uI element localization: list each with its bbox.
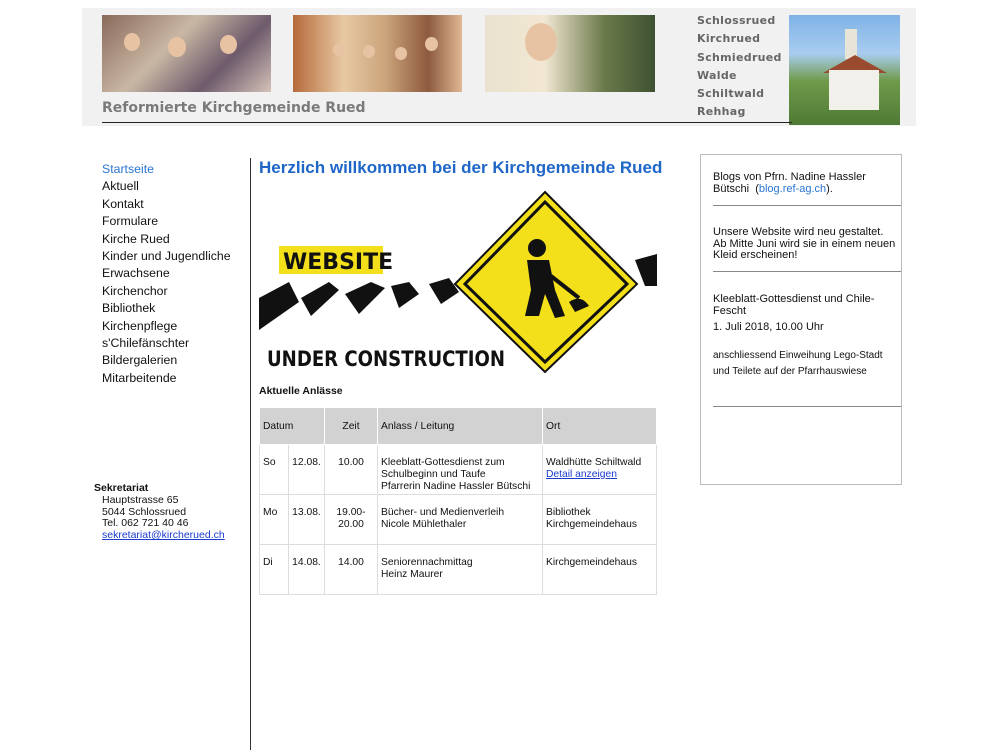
nav-item-erwachsene[interactable]: Erwachsene <box>102 266 170 281</box>
event-day: Mo <box>260 495 289 545</box>
place-name: Walde <box>697 68 737 82</box>
event-leader: Pfarrerin Nadine Hassler Bütschi <box>381 481 531 492</box>
children-play-photo <box>293 15 462 92</box>
event-description <box>378 495 543 545</box>
secretariat-phone: Tel. 062 721 40 46 <box>102 517 189 530</box>
blog-notice: Blogs von Pfrn. Nadine Hassler Bütschi (blog.ref-ag.ch). <box>713 171 866 195</box>
page-title: Herzlich willkommen bei der Kirchgemeinde Rued <box>259 158 663 177</box>
event-date: 13.08. <box>289 495 325 545</box>
table-header-row <box>260 408 657 445</box>
under-construction-image <box>259 190 657 376</box>
face <box>425 37 438 51</box>
face <box>168 37 186 57</box>
community-photo <box>102 15 271 92</box>
event-announcement <box>713 294 899 380</box>
place-name: Schmiedrued <box>697 50 782 64</box>
face <box>363 45 375 58</box>
event-time: 10.00 <box>325 445 378 495</box>
events-title: Aktuelle Anlässe <box>259 385 343 397</box>
face <box>220 35 237 54</box>
event-title: Bücher- und Medienverleih <box>381 507 505 518</box>
secretariat-city: 5044 Schlossrued <box>102 505 187 518</box>
face <box>124 33 140 51</box>
announcement-title: Kleeblatt-Gottesdienst und Chile-Fescht <box>713 293 875 317</box>
nav-item-formulare[interactable]: Formulare <box>102 214 159 229</box>
table-row <box>260 445 657 495</box>
banner-bottom-text: UNDER CONSTRUCTION <box>267 347 505 371</box>
column-header-ort: Ort <box>543 408 657 445</box>
event-place: Kirchgemeindehaus <box>543 545 657 595</box>
event-description <box>378 445 543 495</box>
column-header-datum: Datum <box>260 408 325 445</box>
face <box>525 23 557 61</box>
event-time: 19.00-20.00 <box>325 495 378 545</box>
place-list <box>697 12 787 122</box>
divider <box>713 406 901 407</box>
table-row <box>260 495 657 545</box>
divider <box>713 271 901 272</box>
nav-item-kirchenchor[interactable]: Kirchenchor <box>102 283 168 298</box>
banner-top-text: WEBSITE <box>283 250 394 275</box>
blog-link[interactable]: blog.ref-ag.ch <box>758 182 827 195</box>
event-leader: Heinz Maurer <box>381 569 443 580</box>
pastor-photo <box>485 15 655 92</box>
event-date: 12.08. <box>289 445 325 495</box>
nav-item-kirche-rued[interactable]: Kirche Rued <box>102 231 170 246</box>
news-box <box>700 154 902 485</box>
event-day: Di <box>260 545 289 595</box>
redesign-notice: Unsere Website wird neu gestaltet. Ab Mitte Juni wird sie in einem neuen Kleid erscheinen! <box>713 226 896 261</box>
nav-item-mitarbeitende[interactable]: Mitarbeitende <box>102 370 177 385</box>
event-title: Seniorennachmittag <box>381 557 473 568</box>
nav-item-kontakt[interactable]: Kontakt <box>102 196 144 211</box>
blog-text: Blogs von Pfrn. Nadine Hassler Bütschi <box>713 171 866 195</box>
event-place: Waldhütte Schiltwald <box>546 457 642 468</box>
event-description <box>378 545 543 595</box>
event-title: Kleeblatt-Gottesdienst zum Schulbeginn und Taufe <box>381 457 505 480</box>
nav-item-bildergalerien[interactable]: Bildergalerien <box>102 353 178 368</box>
detail-link[interactable]: Detail anzeigen <box>546 469 617 480</box>
church-photo <box>789 15 900 125</box>
column-divider <box>250 158 251 750</box>
nav-item-kinder-jugendliche[interactable]: Kinder und Jugendliche <box>102 249 231 264</box>
event-time: 14.00 <box>325 545 378 595</box>
secretariat-email-link[interactable]: sekretariat@kircherued.ch <box>102 529 225 542</box>
place-name: Kirchrued <box>697 32 761 46</box>
header-banner <box>82 8 916 126</box>
secretariat-contact <box>94 483 225 542</box>
event-place: Bibliothek Kirchgemeindehaus <box>543 495 657 545</box>
place-name: Schlossrued <box>697 14 776 27</box>
column-header-anlass: Anlass / Leitung <box>378 408 543 445</box>
event-date: 14.08. <box>289 545 325 595</box>
event-leader: Nicole Mühlethaler <box>381 519 467 530</box>
church-building <box>829 70 879 110</box>
place-name: Schiltwald <box>697 87 765 101</box>
announcement-note: anschliessend Einweihung Lego-Stadt und Teilete auf der Pfarrhauswiese <box>713 349 883 377</box>
divider <box>713 205 901 206</box>
nav-item-bibliothek[interactable]: Bibliothek <box>102 301 156 316</box>
warning-sign-icon <box>455 192 637 372</box>
secretariat-title: Sekretariat <box>94 482 149 494</box>
main-navigation <box>102 161 231 387</box>
nav-item-kirchenpflege[interactable]: Kirchenpflege <box>102 318 178 333</box>
nav-item-chilefaenschter[interactable]: s'Chilefänschter <box>102 336 190 351</box>
table-row <box>260 545 657 595</box>
divider <box>102 122 792 123</box>
event-day: So <box>260 445 289 495</box>
nav-item-startseite[interactable]: Startseite <box>102 162 154 176</box>
face <box>333 43 345 56</box>
announcement-date: 1. Juli 2018, 10.00 Uhr <box>713 321 824 333</box>
secretariat-street: Hauptstrasse 65 <box>102 493 179 506</box>
site-title: Reformierte Kirchgemeinde Rued <box>102 100 366 116</box>
place-name: Rehhag <box>697 105 746 119</box>
nav-item-aktuell[interactable]: Aktuell <box>102 179 139 194</box>
event-place-cell <box>543 445 657 495</box>
column-header-zeit: Zeit <box>325 408 378 445</box>
face <box>395 47 407 60</box>
events-table <box>259 407 657 595</box>
